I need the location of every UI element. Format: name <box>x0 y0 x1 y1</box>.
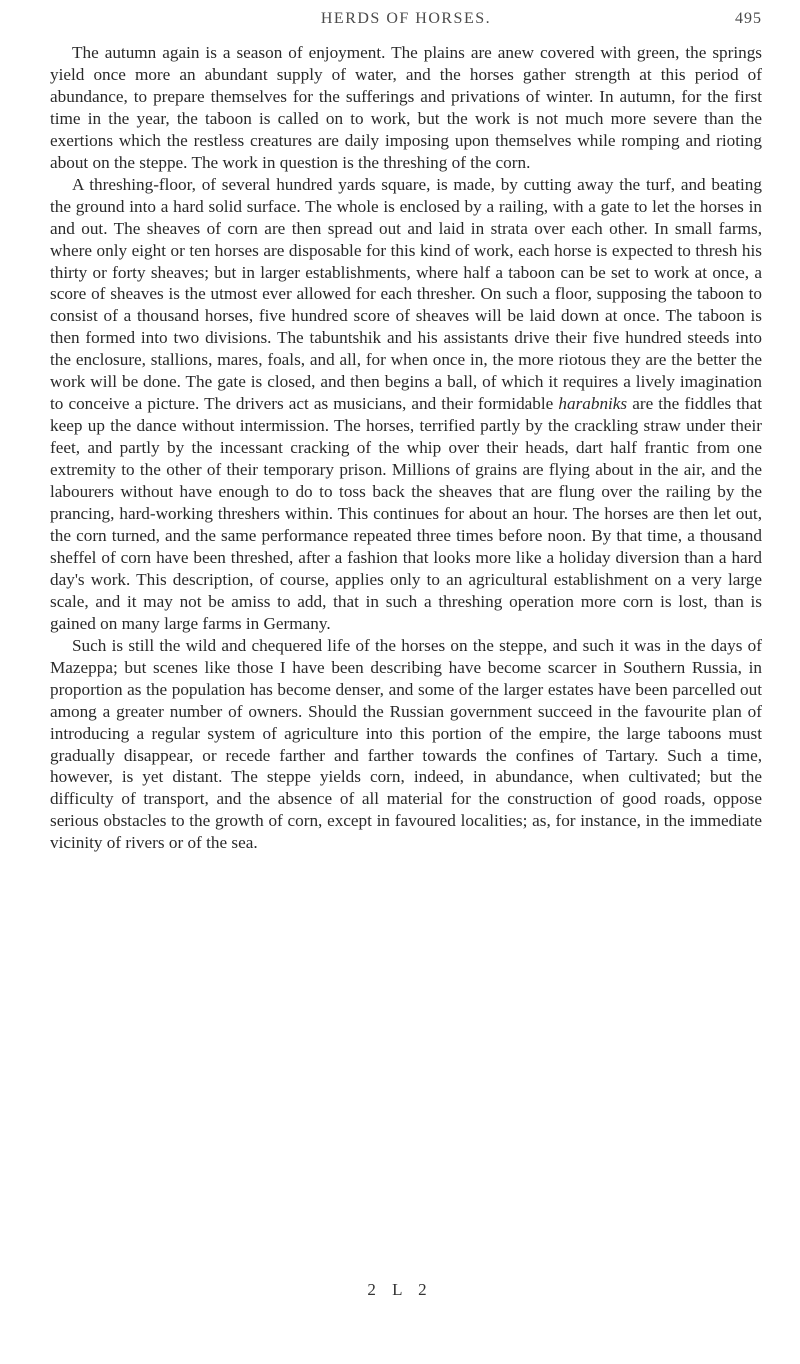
page-number: 495 <box>735 10 762 27</box>
body-text <box>50 42 762 854</box>
harabniks-term: harabniks <box>558 394 628 414</box>
paragraph-threshing-floor-start: A threshing-floor, of several hundred yards square, is made, by cutting away the turf, and beating the ground into a hard solid surface. The whole is enclosed by a railing, with a gate to let the horses in and out. The sheaves of corn are then spread out and laid in strata over each other. In small farms, where only eight or ten horses are disposable for this kind of work, each horse is expected to thresh his thirty or forty sheaves; but in larger establishments, where half a taboon can be set to work at once, a score of sheaves is the utmost ever allowed for each thresher. On such a floor, supposing the taboon to consist of a thousand horses, five hundred score of sheaves will be laid down at once. The taboon is then formed into two divisions. The tabuntshik and his assistants drive their five hundred steeds into the enclosure, stallions, mares, foals, and all, for when once in, the more riotous they are the better the work will be done. The gate is closed, and then begins a ball, of which it requires a lively imagination to conceive a picture. The drivers act as musicians, and their formidable <box>50 174 762 414</box>
signature-mark: 2 L 2 <box>367 1280 433 1299</box>
paragraph-threshing-floor-end: are the fiddles that keep up the dance without intermission. The horses, terrified partly by the crackling straw under their feet, and partly by the incessant cracking of the whip over their heads, dart half frantic from one extremity to the other of their temporary prison. Millions of grains are flying about in the air, and the labourers without have enough to do to toss back the sheaves that are flung over the railing by the prancing, hard-working threshers within. This continues for about an hour. The horses are then let out, the corn turned, and the same performance repeated three times before noon. By that time, a thousand sheffel of corn have been threshed, after a fashion that looks more like a holiday diversion than a hard day's work. This description, of course, applies only to an agricultural establishment on a very large scale, and it may not be amiss to add, that in such a threshing operation more corn is lost, than is gained on many large farms in Germany. <box>50 394 763 633</box>
running-title: HERDS OF HORSES. <box>320 10 492 27</box>
paragraph-threshing-floor <box>50 174 762 635</box>
paragraph-steppe-life: Such is still the wild and chequered life of the horses on the steppe, and such it was in the days of Mazeppa; but scenes like those I have been describing have become scarcer in Southern Russia, in proportion as the population has become denser, and some of the larger estates have been parcelled out among a greater number of owners. Should the Russian government succeed in the favourite plan of introducing a regular system of agriculture into this portion of the empire, the large taboons must gradually disappear, or recede farther and farther towards the confines of Tartary. Such a time, however, is yet distant. The steppe yields corn, indeed, in abundance, when cultivated; but the difficulty of transport, and the absence of all material for the construction of good roads, oppose serious obstacles to the growth of corn, except in favoured localities; as, for instance, in the immediate vicinity of rivers or of the sea. <box>50 635 762 853</box>
running-head <box>50 10 762 36</box>
paragraph-autumn: The autumn again is a season of enjoyment. The plains are anew covered with green, the springs yield once more an abundant supply of water, and the horses gather strength at this period of abundance, to prepare themselves for the sufferings and privations of winter. In autumn, for the first time in the year, the taboon is called on to work, but the work is not much more severe than the exertions which the restless creatures are daily imposing upon themselves while romping and rioting about on the steppe. The work in question is the threshing of the corn. <box>50 43 762 172</box>
